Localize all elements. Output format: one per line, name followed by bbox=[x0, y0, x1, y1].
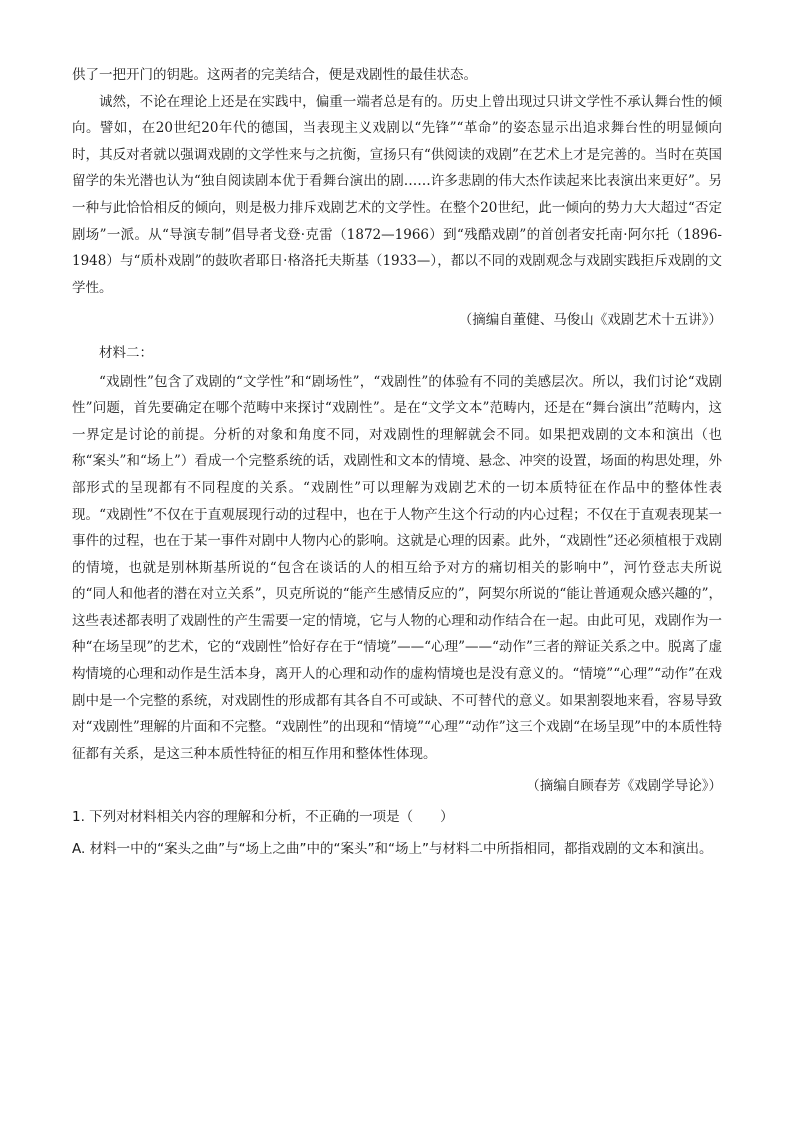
material-one-continued-paragraph: 供了一把开门的钥匙。这两者的完美结合，便是戏剧性的最佳状态。 bbox=[72, 67, 477, 83]
document-page bbox=[72, 62, 722, 863]
question-1-stem: 1. 下列对材料相关内容的理解和分析，不正确的一项是（ ） bbox=[72, 809, 454, 826]
question-1-option-a: A. 材料一中的“案头之曲”与“场上之曲”中的“案头”和“场上”与材料二中所指相同，都指戏剧的文本和演出。 bbox=[72, 840, 713, 857]
material-two-source: （摘编自顾春芳《戏剧学导论》） bbox=[526, 778, 722, 795]
material-one-source: （摘编自董健、马俊山《戏剧艺术十五讲》） bbox=[458, 312, 722, 329]
material-two-paragraph: “戏剧性”包含了戏剧的“文学性”和“剧场性”，“戏剧性”的体验有不同的美感层次。所以，我们讨论“戏剧性”问题，首先要确定在哪个范畴中来探讨“戏剧性”。是在“文学文本”范畴内，还是在“舞台演出”范畴内，这一界定是讨论的前提。分析的对象和角度不同，对戏剧性的理解就会不同。如果把戏剧的文本和演出（也称“案头”和“场上”）看成一个完整系统的话，戏剧性和文本的情境、悬念、冲突的设置，场面的构思处理，外部形式的呈现都有不同程度的关系。“戏剧性”可以理解为戏剧艺术的一切本质特征在作品中的整体性表现。“戏剧性”不仅在于直观展现行动的过程中，也在于人物产生这个行动的内心过程；不仅在于直观表现某一事件的过程，也在于某一事件对剧中人物内心的影响。这就是心理的因素。此外，“戏剧性”还必须植根于戏剧的情境，也就是别林斯基所说的“包含在谈话的人的相互给予对方的痛切相关的影响中”，河竹登志夫所说的“同人和他者的潜在对立关系”，贝克所说的“能产生感情反应的”，阿契尔所说的“能让普通观众感兴趣的”，这些表述都表明了戏剧性的产生需要一定的情境，它与人物的心理和动作结合在一起。由此可见，戏剧作为一种“在场呈现”的艺术，它的“戏剧性”恰好存在于“情境”——“心理”——“动作”三者的辩证关系之中。脱离了虚构情境的心理和动作是生活本身，离开人的心理和动作的虚构情境也是没有意义的。“情境”“心理”“动作”在戏剧中是一个完整的系统，对戏剧性的形成都有其各自不可或缺、不可替代的意义。如果割裂地来看，容易导致对“戏剧性”理解的片面和不完整。“戏剧性”的出现和“情境”“心理”“动作”这三个戏剧“在场呈现”中的本质性特征都有关系，是这三种本质性特征的相互作用和整体性体现。 bbox=[72, 373, 722, 762]
material-two-heading: 材料二： bbox=[99, 344, 153, 361]
material-one-paragraph-2: 诚然，不论在理论上还是在实践中，偏重一端者总是有的。历史上曾出现过只讲文学性不承认舞台性的倾向。譬如，在20世纪20年代的德国，当表现主义戏剧以“先锋”“革命”的姿态显示出追求舞台性的明显倾向时，其反对者就以强调戏剧的文学性来与之抗衡，宣扬只有“供阅读的戏剧”在艺术上才是完善的。当时在英国留学的朱光潜也认为“独自阅读剧本优于看舞台演出的剧……许多悲剧的伟大杰作读起来比表演出来更好”。另一种与此恰恰相反的倾向，则是极力排斥戏剧艺术的文学性。在整个20世纪，此一倾向的势力大大超过“否定剧场”一派。从“导演专制”倡导者戈登·克雷（1872—1966）到“残酷戏剧”的首创者安托南·阿尔托（1896-1948）与“质朴戏剧”的鼓吹者耶日·格洛托夫斯基（1933—），都以不同的戏剧观念与戏剧实践拒斥戏剧的文学性。 bbox=[72, 93, 722, 296]
